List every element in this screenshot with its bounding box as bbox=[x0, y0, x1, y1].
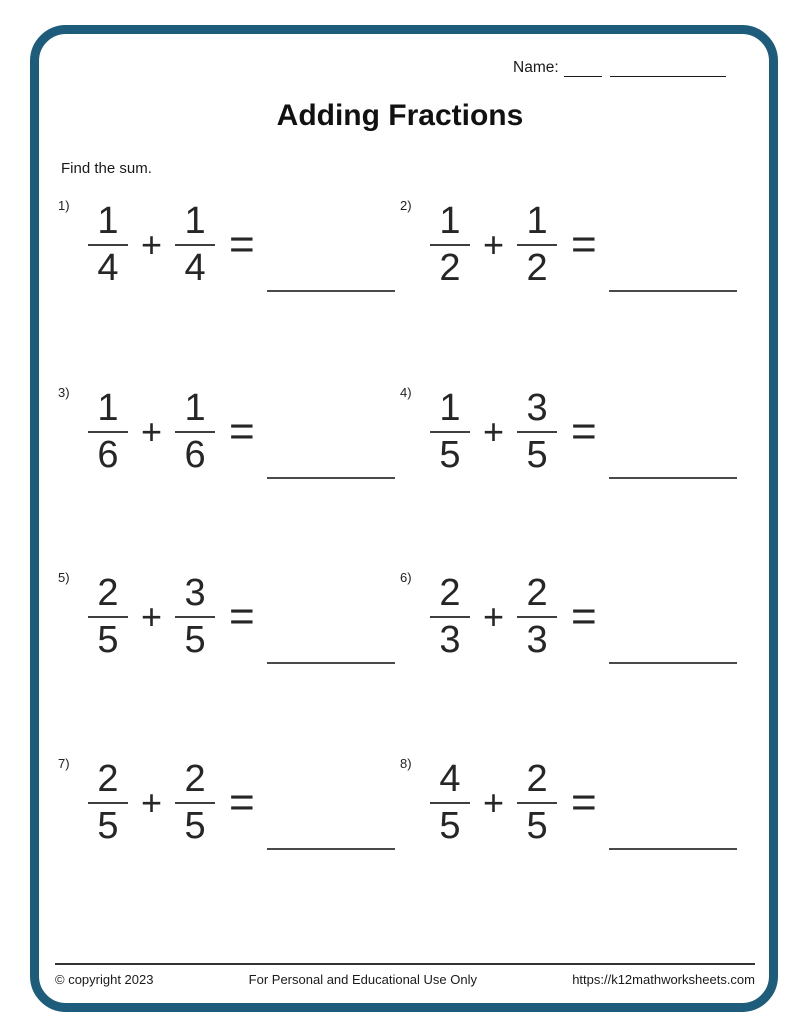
problem-number: 7) bbox=[58, 756, 70, 771]
answer-blank bbox=[267, 477, 395, 479]
answer-blank bbox=[609, 662, 737, 664]
numerator: 1 bbox=[184, 387, 206, 429]
numerator: 2 bbox=[526, 758, 548, 800]
numerator: 1 bbox=[439, 200, 461, 242]
answer-blank bbox=[609, 477, 737, 479]
fraction-first bbox=[428, 574, 472, 660]
fraction-bar bbox=[88, 431, 128, 434]
fraction-bar bbox=[430, 244, 470, 247]
fraction-bar bbox=[430, 616, 470, 619]
expression bbox=[86, 574, 395, 660]
fraction-second bbox=[173, 389, 217, 475]
equals-sign: = bbox=[229, 592, 255, 641]
problem-number: 4) bbox=[400, 385, 412, 400]
problem-number: 8) bbox=[400, 756, 412, 771]
answer-blank bbox=[609, 848, 737, 850]
expression bbox=[428, 202, 737, 288]
answer-blank bbox=[267, 290, 395, 292]
numerator: 1 bbox=[97, 200, 119, 242]
denominator: 5 bbox=[439, 434, 461, 477]
denominator: 3 bbox=[439, 619, 461, 662]
denominator: 5 bbox=[526, 434, 548, 477]
equals-sign: = bbox=[229, 220, 255, 269]
fraction-first bbox=[428, 202, 472, 288]
problem-7 bbox=[58, 754, 390, 879]
numerator: 1 bbox=[439, 387, 461, 429]
numerator: 2 bbox=[439, 572, 461, 614]
numerator: 1 bbox=[526, 200, 548, 242]
denominator: 5 bbox=[97, 805, 119, 848]
denominator: 2 bbox=[526, 247, 548, 290]
problem-3 bbox=[58, 383, 390, 508]
instruction-text: Find the sum. bbox=[61, 160, 152, 177]
fraction-bar bbox=[88, 802, 128, 805]
plus-operator: + bbox=[483, 596, 505, 637]
copyright-text: © copyright 2023 bbox=[55, 972, 154, 987]
expression bbox=[428, 574, 737, 660]
fraction-second bbox=[173, 202, 217, 288]
numerator: 3 bbox=[184, 572, 206, 614]
fraction-first bbox=[428, 760, 472, 846]
fraction-bar bbox=[88, 616, 128, 619]
fraction-bar bbox=[175, 244, 215, 247]
problem-4 bbox=[400, 383, 732, 508]
footer-divider bbox=[55, 963, 755, 965]
website-url: https://k12mathworksheets.com bbox=[572, 972, 755, 987]
fraction-first bbox=[86, 389, 130, 475]
fraction-bar bbox=[88, 244, 128, 247]
fraction-bar bbox=[175, 431, 215, 434]
fraction-bar bbox=[175, 802, 215, 805]
denominator: 5 bbox=[526, 805, 548, 848]
numerator: 3 bbox=[526, 387, 548, 429]
plus-operator: + bbox=[483, 782, 505, 823]
problem-5 bbox=[58, 568, 390, 693]
answer-blank bbox=[267, 848, 395, 850]
name-blank-line bbox=[564, 60, 602, 77]
fraction-second bbox=[173, 574, 217, 660]
denominator: 5 bbox=[184, 619, 206, 662]
equals-sign: = bbox=[229, 407, 255, 456]
name-label: Name: bbox=[513, 59, 559, 76]
name-blank-line bbox=[610, 60, 726, 77]
problem-number: 1) bbox=[58, 198, 70, 213]
denominator: 4 bbox=[184, 247, 206, 290]
fraction-bar bbox=[517, 431, 557, 434]
equals-sign: = bbox=[229, 778, 255, 827]
footer bbox=[55, 972, 755, 987]
expression bbox=[86, 389, 395, 475]
numerator: 2 bbox=[97, 758, 119, 800]
equals-sign: = bbox=[571, 220, 597, 269]
denominator: 5 bbox=[184, 805, 206, 848]
problem-6 bbox=[400, 568, 732, 693]
problem-number: 3) bbox=[58, 385, 70, 400]
fraction-second bbox=[173, 760, 217, 846]
plus-operator: + bbox=[141, 782, 163, 823]
name-field bbox=[513, 59, 726, 77]
fraction-bar bbox=[175, 616, 215, 619]
fraction-bar bbox=[430, 802, 470, 805]
numerator: 2 bbox=[526, 572, 548, 614]
denominator: 6 bbox=[184, 434, 206, 477]
expression bbox=[428, 389, 737, 475]
answer-blank bbox=[267, 662, 395, 664]
equals-sign: = bbox=[571, 592, 597, 641]
fraction-bar bbox=[517, 616, 557, 619]
denominator: 2 bbox=[439, 247, 461, 290]
fraction-first bbox=[86, 574, 130, 660]
expression bbox=[86, 202, 395, 288]
plus-operator: + bbox=[141, 596, 163, 637]
denominator: 3 bbox=[526, 619, 548, 662]
problem-1 bbox=[58, 196, 390, 321]
plus-operator: + bbox=[483, 224, 505, 265]
plus-operator: + bbox=[141, 224, 163, 265]
usage-text: For Personal and Educational Use Only bbox=[248, 972, 478, 987]
plus-operator: + bbox=[141, 411, 163, 452]
numerator: 1 bbox=[97, 387, 119, 429]
expression bbox=[86, 760, 395, 846]
numerator: 4 bbox=[439, 758, 461, 800]
fraction-first bbox=[86, 202, 130, 288]
numerator: 2 bbox=[184, 758, 206, 800]
denominator: 5 bbox=[439, 805, 461, 848]
equals-sign: = bbox=[571, 407, 597, 456]
denominator: 6 bbox=[97, 434, 119, 477]
denominator: 4 bbox=[97, 247, 119, 290]
problem-number: 2) bbox=[400, 198, 412, 213]
numerator: 1 bbox=[184, 200, 206, 242]
problem-2 bbox=[400, 196, 732, 321]
answer-blank bbox=[609, 290, 737, 292]
plus-operator: + bbox=[483, 411, 505, 452]
problem-number: 6) bbox=[400, 570, 412, 585]
numerator: 2 bbox=[97, 572, 119, 614]
fraction-second bbox=[515, 574, 559, 660]
expression bbox=[428, 760, 737, 846]
fraction-second bbox=[515, 760, 559, 846]
denominator: 5 bbox=[97, 619, 119, 662]
fraction-second bbox=[515, 389, 559, 475]
equals-sign: = bbox=[571, 778, 597, 827]
problem-8 bbox=[400, 754, 732, 879]
fraction-first bbox=[428, 389, 472, 475]
fraction-bar bbox=[517, 802, 557, 805]
fraction-second bbox=[515, 202, 559, 288]
page-title: Adding Fractions bbox=[276, 99, 524, 132]
fraction-bar bbox=[430, 431, 470, 434]
fraction-bar bbox=[517, 244, 557, 247]
fraction-first bbox=[86, 760, 130, 846]
problem-number: 5) bbox=[58, 570, 70, 585]
